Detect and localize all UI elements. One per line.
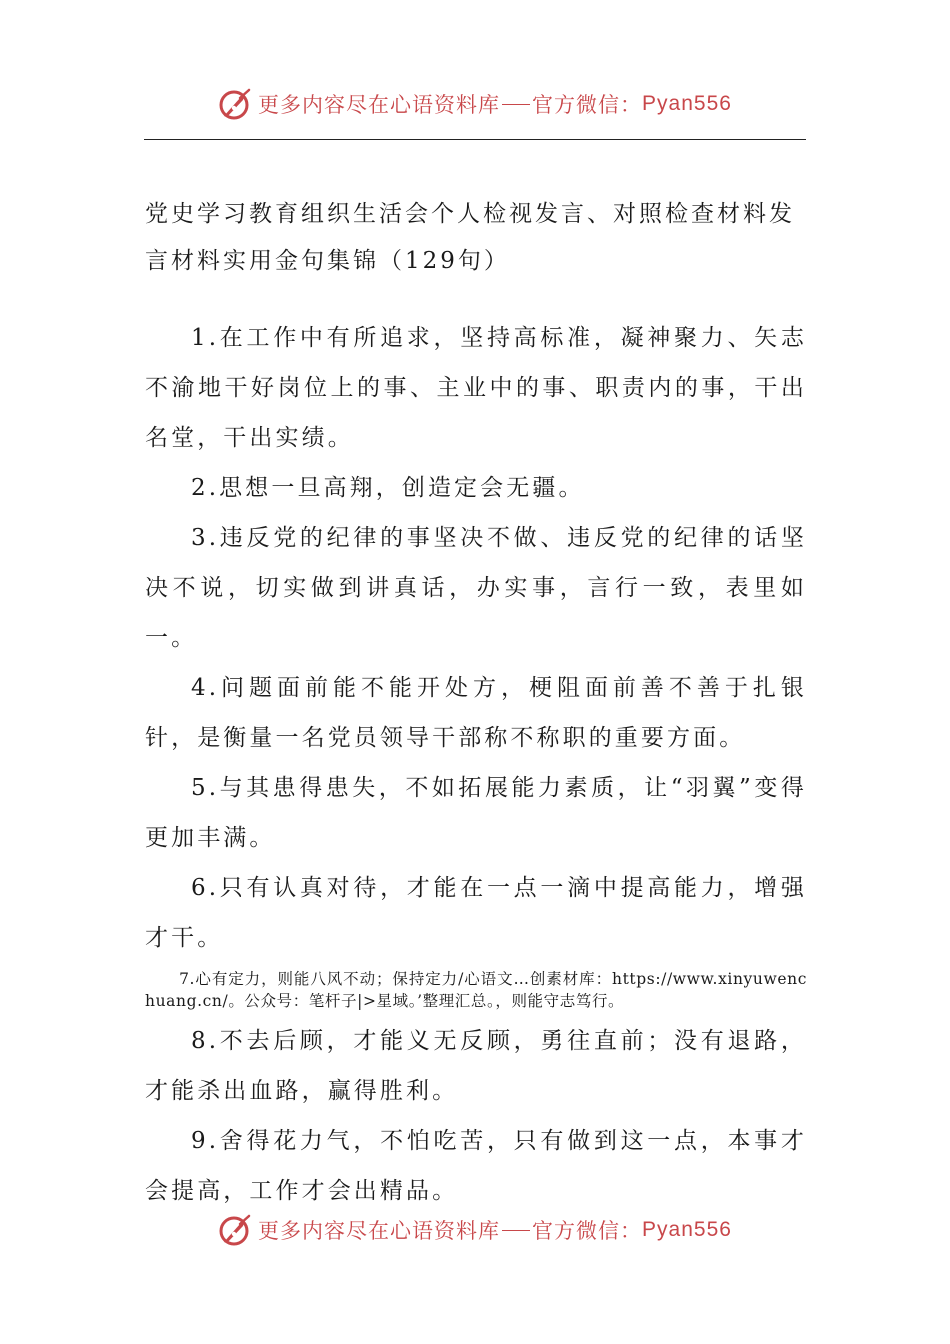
list-item: 6.只有认真对待，才能在一点一滴中提高能力，增强才干。 bbox=[145, 875, 807, 951]
banner-title: 更多内容尽在心语资料库 bbox=[258, 1219, 501, 1243]
banner-wechat-id: Pyan556 bbox=[642, 1218, 732, 1241]
list-item: 3.违反党的纪律的事坚决不做、违反党的纪律的话坚决不说，切实做到讲真话，办实事，言行一致，表里如一。 bbox=[145, 525, 807, 651]
banner-wechat-id: Pyan556 bbox=[642, 92, 732, 115]
banner-wechat-label: 官方微信： bbox=[532, 1219, 643, 1243]
list-item: 2.思想一旦高翔，创造定会无疆。 bbox=[191, 475, 585, 501]
list-item-small: 7.心有定力，则能八风不动；保持定力/心语文…创素材库：https://www.xinyuwenchuang.cn/。公众号：笔杆子|>星域。’整理汇总。，则能守志笃行。 bbox=[145, 970, 807, 1010]
document-title: 党史学习教育组织生活会个人检视发言、对照检查材料发言材料实用金句集锦（129句） bbox=[145, 201, 795, 274]
header-banner bbox=[0, 84, 950, 124]
banner-dash bbox=[502, 1230, 530, 1231]
banner-dash bbox=[502, 104, 530, 105]
list-item: 8.不去后顾，才能义无反顾，勇往直前；没有退路，才能杀出血路，赢得胜利。 bbox=[145, 1028, 807, 1104]
document-body bbox=[145, 191, 807, 1216]
list-item: 5.与其患得患失，不如拓展能力素质，让“羽翼”变得更加丰满。 bbox=[145, 775, 807, 851]
footer-banner bbox=[0, 1210, 950, 1250]
pen-logo-icon bbox=[218, 86, 254, 122]
list-item: 9.舍得花力气，不怕吃苦，只有做到这一点，本事才会提高，工作才会出精品。 bbox=[145, 1128, 807, 1204]
list-item: 4.问题面前能不能开处方，梗阻面前善不善于扎银针，是衡量一名党员领导干部称不称职的重要方面。 bbox=[145, 675, 807, 751]
list-item: 1.在工作中有所追求，坚持高标准，凝神聚力、矢志不渝地干好岗位上的事、主业中的事、职责内的事，干出名堂，干出实绩。 bbox=[145, 325, 807, 451]
pen-logo-icon bbox=[218, 1212, 254, 1248]
header-divider bbox=[144, 139, 806, 140]
banner-wechat-label: 官方微信： bbox=[532, 93, 643, 117]
banner-title: 更多内容尽在心语资料库 bbox=[258, 93, 501, 117]
